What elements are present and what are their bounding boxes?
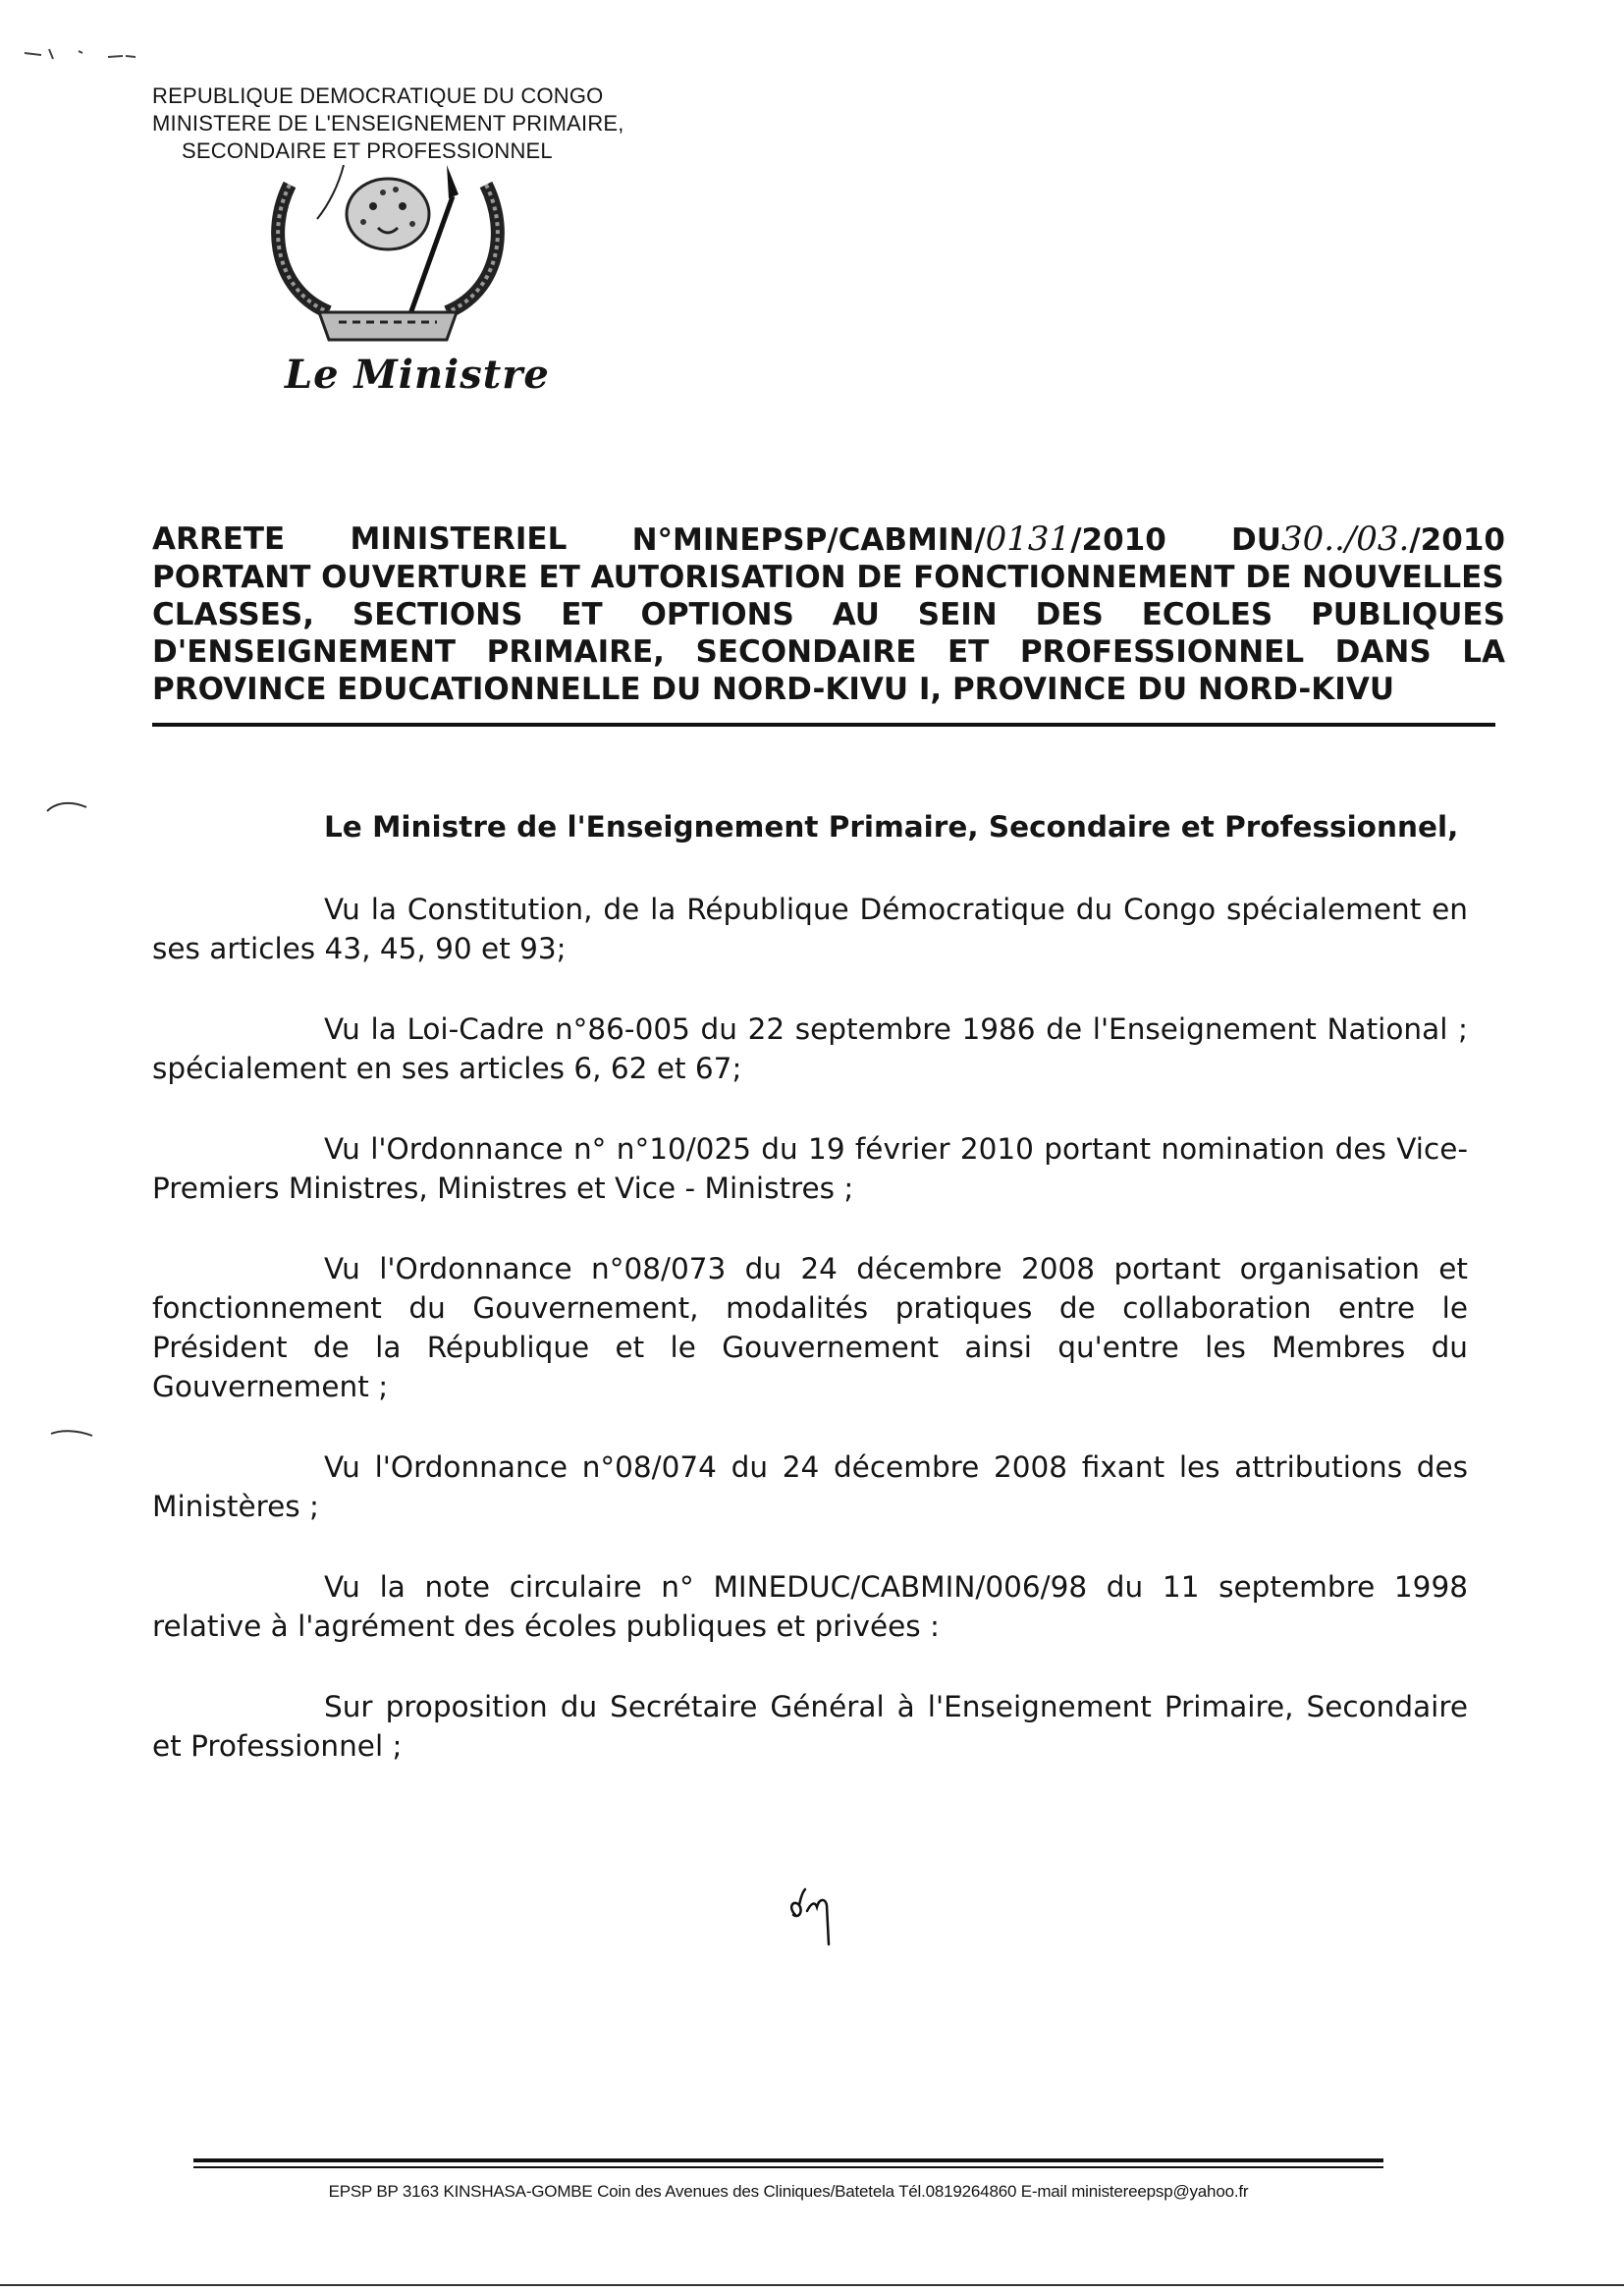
decree-number-prefix: N°MINEPSP/CABMIN/ [631, 522, 986, 558]
decree-date-prefix: DU [1231, 522, 1281, 558]
decree-word: DANS [1334, 634, 1432, 670]
footer-address: EPSP BP 3163 KINSHASA-GOMBE Coin des Avenues des Cliniques/Batetela Tél.0819264860 E-mail ministereepsp@yahoo.fr [328, 2182, 1249, 2201]
decree-word: CLASSES, [152, 597, 315, 632]
decree-title-row-3 [152, 596, 1505, 633]
preamble-paragraph: Vu la Loi-Cadre n°86-005 du 22 septembre 1986 de l'Enseignement National ; spécialement en ses articles 6, 62 et 67; [152, 1012, 1468, 1085]
footer-rule [193, 2158, 1383, 2162]
decree-word: SECONDAIRE [695, 634, 917, 670]
letterhead-ministry-cont: SECONDAIRE ET PROFESSIONNEL [182, 138, 553, 163]
decree-word: ET [947, 634, 990, 670]
decree-body [152, 807, 1468, 1807]
decree-word: ET [561, 597, 603, 632]
decree-word: DES [1035, 597, 1104, 632]
preamble-paragraph: Vu la note circulaire n° MINEDUC/CABMIN/006/98 du 11 septembre 1998 relative à l'agrément des écoles publiques et privées : [152, 1570, 1468, 1643]
decree-date-year: /2010 [1409, 522, 1505, 558]
decree-date-handwritten: 30../03. [1280, 519, 1410, 559]
decree-word: PROFESSIONNEL [1019, 634, 1305, 670]
decree-title-row-5 [152, 671, 1505, 708]
preamble-paragraph: Vu l'Ordonnance n° n°10/025 du 19 février 2010 portant nomination des Vice-Premiers Ministres, Ministres et Vice - Ministres ; [152, 1132, 1468, 1205]
decree-title-row-2 [152, 559, 1505, 596]
decree-word: PUBLIQUES [1311, 597, 1505, 632]
margin-mark-icon [43, 797, 92, 817]
decree-date [1231, 520, 1505, 559]
decree-title-row-1 [152, 520, 1505, 559]
decree-word: AU [832, 597, 880, 632]
decree-word: SEIN [917, 597, 998, 632]
scan-edge-line [0, 2284, 1624, 2286]
decree-word: ECOLES [1141, 597, 1273, 632]
decree-number-handwritten: 0131 [985, 519, 1071, 559]
decree-word: OPTIONS [640, 597, 794, 632]
preamble-paragraph: Vu la Constitution, de la République Démocratique du Congo spécialement en ses articles 43, 45, 90 et 93; [152, 893, 1468, 965]
letterhead-country: REPUBLIQUE DEMOCRATIQUE DU CONGO [152, 83, 604, 108]
footer-rule [193, 2166, 1383, 2168]
decree-word: ARRETE [152, 521, 286, 557]
handwritten-initials-icon [785, 1885, 844, 1946]
decree-word: LA [1462, 634, 1505, 670]
decree-year: /2010 [1070, 522, 1166, 558]
decree-title [152, 520, 1505, 708]
preamble-paragraph: Vu l'Ordonnance n°08/074 du 24 décembre 2008 fixant les attributions des Ministères ; [152, 1450, 1468, 1523]
decree-word: SECTIONS [352, 597, 523, 632]
letterhead-ministry: MINISTERE DE L'ENSEIGNEMENT PRIMAIRE, [152, 111, 624, 136]
preamble-paragraph: Vu l'Ordonnance n°08/073 du 24 décembre 2008 portant organisation et fonctionnement du Gouvernement, modalités pratiques de collaboration entre le Président de la République et le Gouvernement ainsi qu'entre les Membres du Gouvernement ; [152, 1252, 1468, 1403]
margin-mark-icon [47, 1424, 96, 1444]
scan-speck-icon [20, 39, 177, 79]
minister-title: Le Ministre [285, 352, 550, 398]
leopard-coat-of-arms-icon [260, 165, 515, 356]
title-underline [152, 723, 1495, 727]
decree-number [632, 520, 1166, 559]
preamble-paragraph: Sur proposition du Secrétaire Général à l'Enseignement Primaire, Secondaire et Professionnel ; [152, 1690, 1468, 1763]
preamble-intro: Le Ministre de l'Enseignement Primaire, Secondaire et Professionnel, [324, 810, 1459, 844]
decree-title-row-4 [152, 633, 1505, 671]
decree-word: PRIMAIRE, [486, 634, 665, 670]
decree-line: PORTANT OUVERTURE ET AUTORISATION DE FONCTIONNEMENT DE NOUVELLES [152, 560, 1504, 595]
decree-line: PROVINCE EDUCATIONNELLE DU NORD-KIVU I, PROVINCE DU NORD-KIVU [152, 672, 1395, 707]
decree-word: MINISTERIEL [350, 521, 568, 557]
decree-word: D'ENSEIGNEMENT [152, 634, 457, 670]
letterhead [152, 82, 741, 165]
